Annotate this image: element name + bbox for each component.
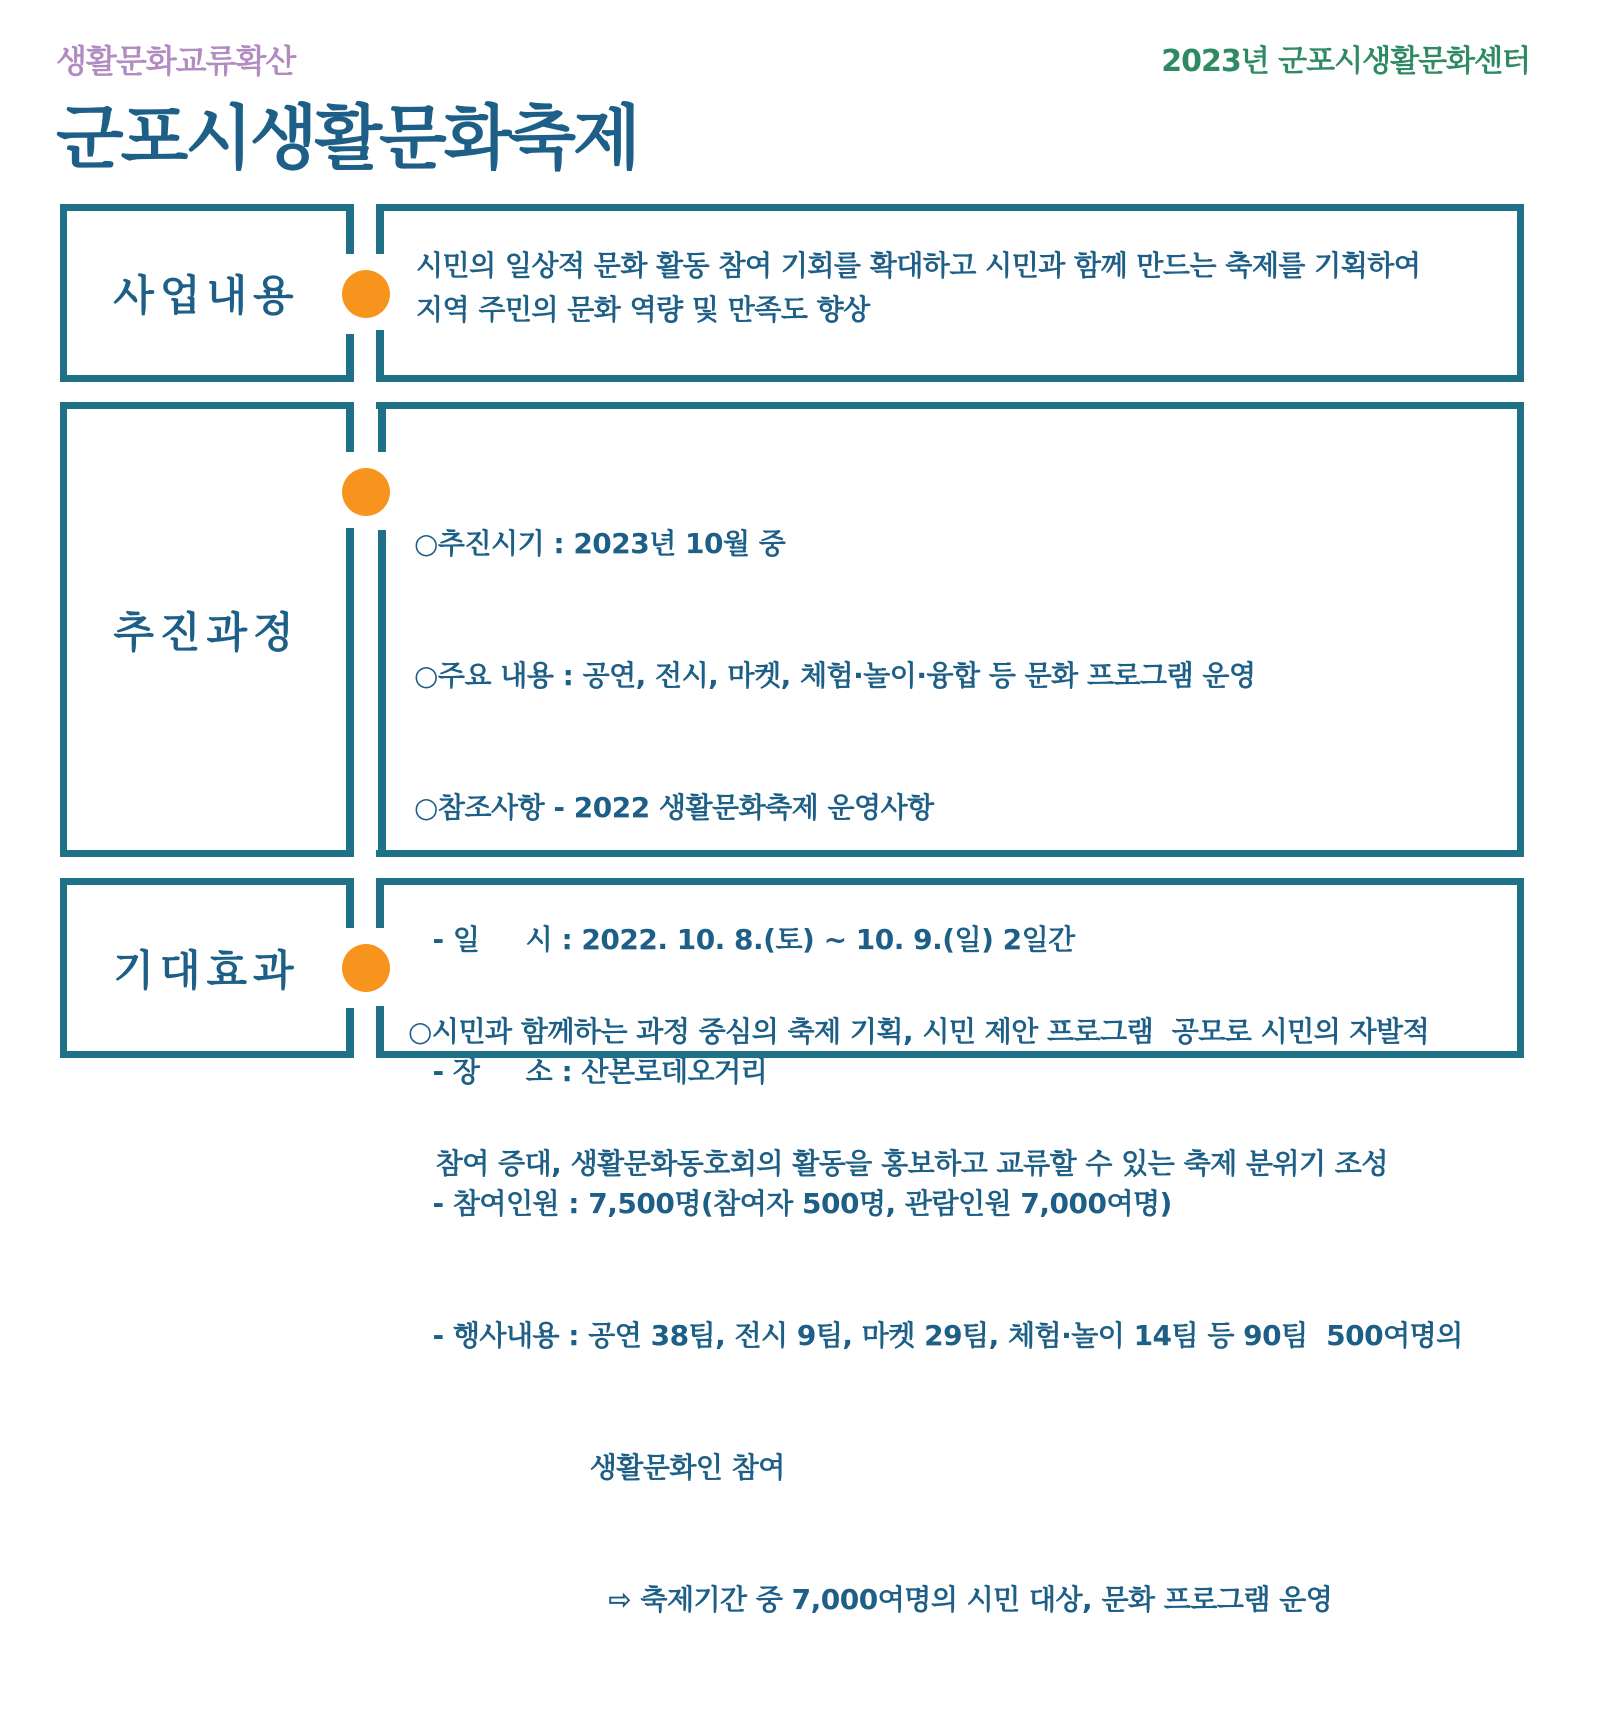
content-line: - 일 시 : 2022. 10. 8.(토) ~ 10. 9.(일) 2일간	[414, 923, 1075, 956]
section-label-box	[60, 204, 346, 382]
section-label-box	[60, 402, 346, 857]
content-line: ○추진시기 : 2023년 10월 중	[414, 527, 786, 560]
divider-segment	[346, 1008, 354, 1058]
content-line: ○주요 내용 : 공연, 전시, 마켓, 체험·놀이·융합 등 문화 프로그램 운영	[414, 659, 1256, 692]
divider-segment	[378, 530, 386, 857]
content-line: ○시민과 함께하는 과정 중심의 축제 기획, 시민 제안 프로그램 공모로 시민의 자발적	[408, 1015, 1430, 1048]
divider-segment	[378, 402, 386, 452]
content-line: 참여 증대, 생활문화동호회의 활동을 홍보하고 교류할 수 있는 축제 분위기 조성	[408, 1147, 1388, 1180]
section-label: 기대효과	[113, 946, 300, 995]
section-content-text	[408, 922, 1429, 1274]
page-title: 군포시생활문화축제	[56, 97, 638, 179]
section-label: 사업내용	[113, 271, 300, 320]
divider-segment	[346, 878, 354, 928]
divider-segment	[376, 878, 384, 928]
content-line: 생활문화인 참여	[414, 1451, 785, 1484]
divider-segment	[346, 528, 354, 857]
section-label-box	[60, 878, 346, 1058]
divider-segment	[376, 1006, 384, 1058]
content-line: 지역 주민의 문화 역량 및 만족도 향상	[416, 293, 870, 326]
content-line: - 행사내용 : 공연 38팀, 전시 9팀, 마켓 29팀, 체험·놀이 14팀 등 90팀 500여명의	[414, 1319, 1463, 1352]
divider-segment	[346, 402, 354, 452]
page-subtitle: 생활문화교류확산	[56, 42, 296, 80]
section-content-text	[416, 244, 1420, 332]
content-line: ○참조사항 - 2022 생활문화축제 운영사항	[414, 791, 934, 824]
organization-label: 2023년 군포시생활문화센터	[1161, 44, 1530, 79]
section-label: 추진과정	[113, 607, 300, 657]
content-line: ⇨ 축제기간 중 7,000여명의 시민 대상, 문화 프로그램 운영	[414, 1583, 1333, 1616]
content-line: 시민의 일상적 문화 활동 참여 기회를 확대하고 시민과 함께 만드는 축제를 기획하여	[416, 249, 1421, 282]
divider-segment	[346, 334, 354, 382]
content-line: - 장 소 : 산본로데오거리	[414, 1055, 768, 1088]
divider-segment	[346, 204, 354, 254]
divider-segment	[376, 204, 384, 254]
divider-segment	[376, 330, 384, 382]
content-line: - 참여인원 : 7,500명(참여자 500명, 관람인원 7,000여명)	[414, 1187, 1172, 1220]
